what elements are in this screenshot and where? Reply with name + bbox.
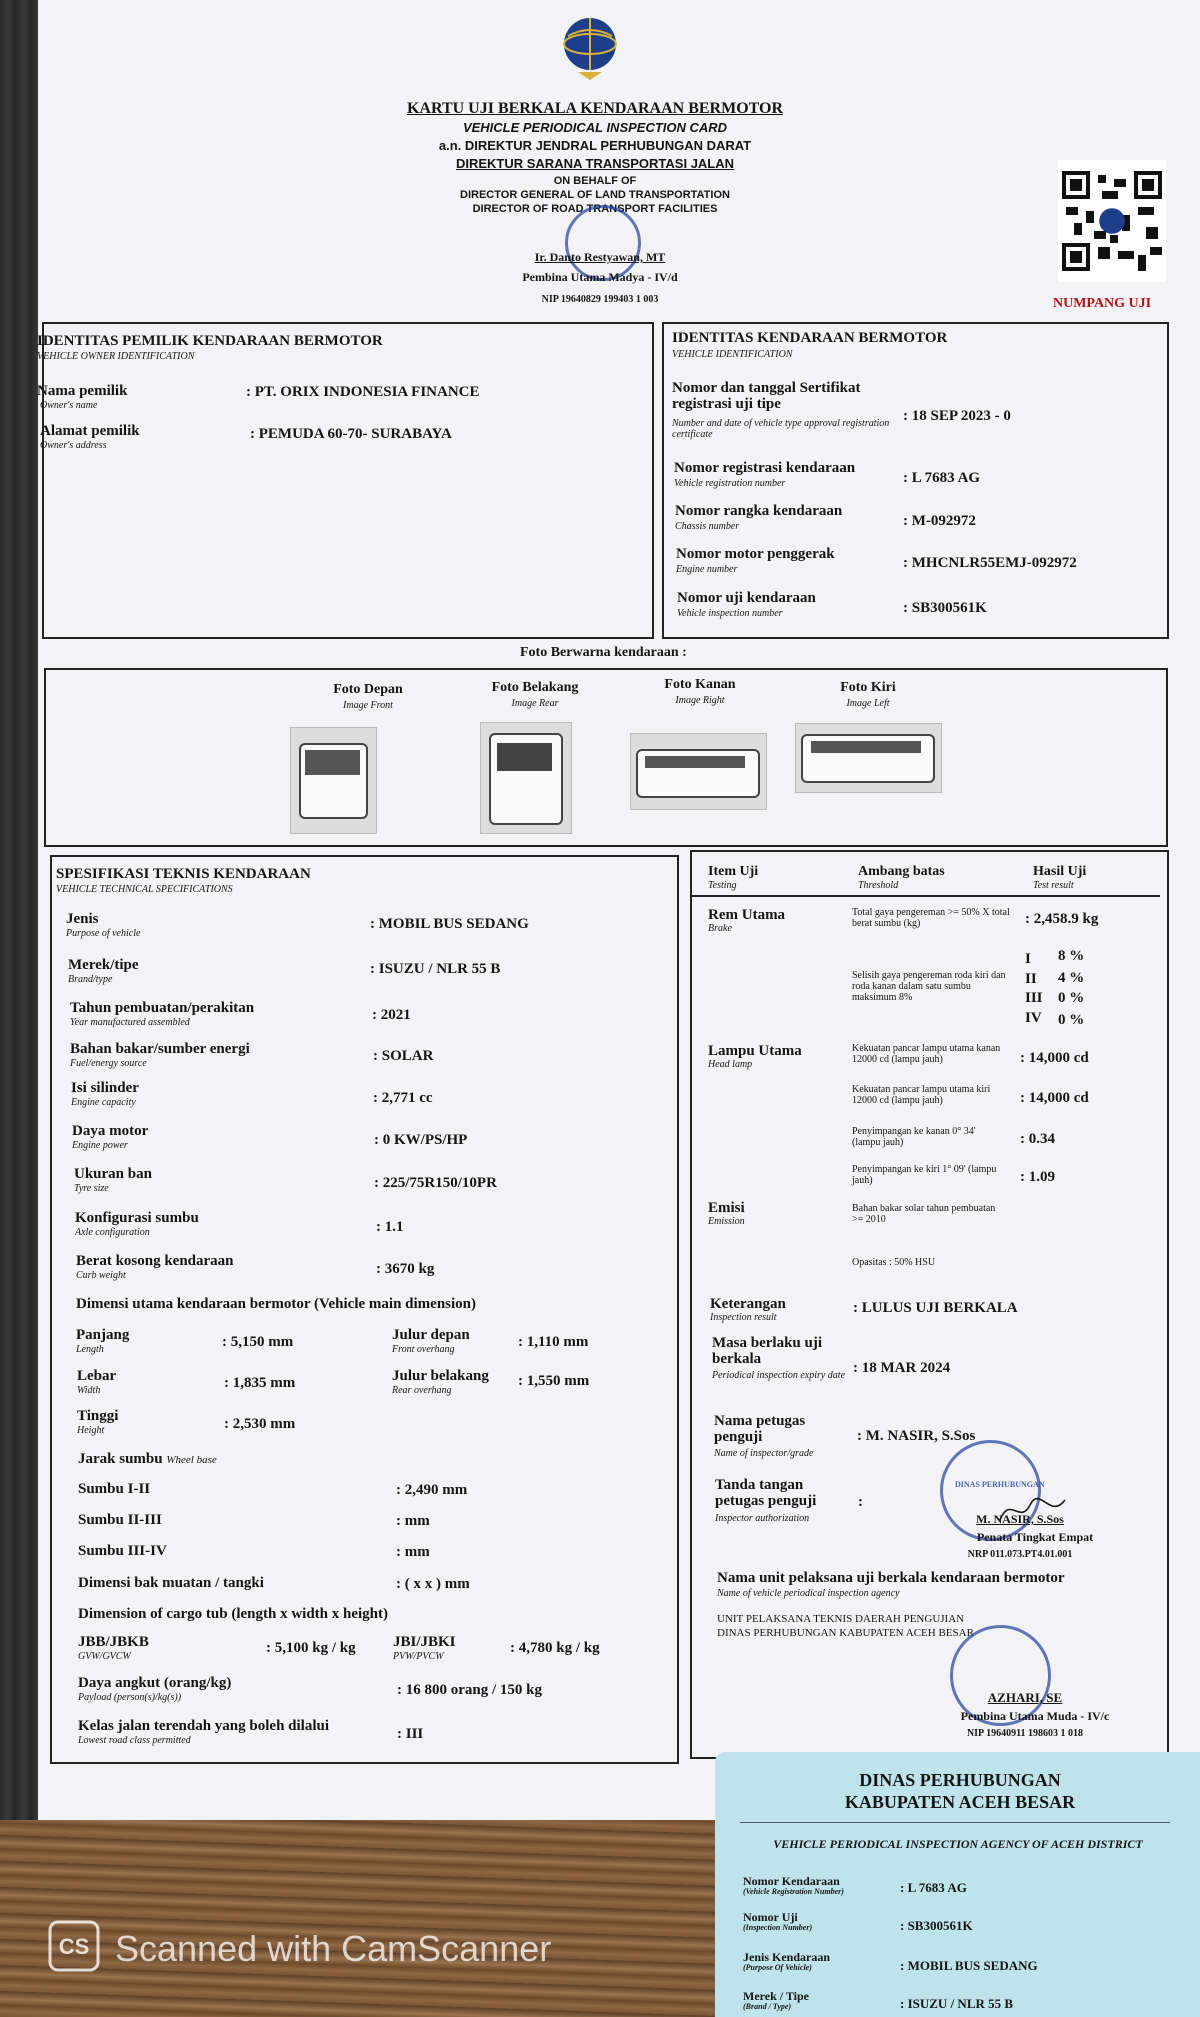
card-cover-title-2: KABUPATEN ACEH BESAR [844,1792,1076,1812]
spec-jbi-label: JBI/JBKI [393,1634,456,1650]
spec-front-overhang-label: Julur depan [392,1327,470,1343]
test-axle-4-label: IV [1025,1010,1042,1026]
spec-power-sub: Engine power [72,1140,128,1151]
spec-cc-value: : 2,771 cc [373,1090,433,1106]
test-deviation-right-value: : 0.34 [1020,1131,1055,1147]
card-inspection-value: : SB300561K [900,1918,973,1933]
spec-tyre-label: Ukuran ban [74,1166,152,1182]
card-purpose-value: : MOBIL BUS SEDANG [900,1958,1038,1973]
spec-axle-2-3-value: : mm [396,1513,430,1529]
spec-height-label: Tinggi [77,1408,119,1424]
spec-height-sub: Height [77,1425,105,1436]
photo-left-label: Foto Kiri [840,680,896,695]
camscanner-watermark: Scanned with CamScanner [115,1928,552,1969]
owner-name-value: : PT. ORIX INDONESIA FINANCE [246,384,480,400]
card-cover-title-1: DINAS PERHUBUNGAN [859,1770,1061,1790]
test-brake-label: Rem Utama [708,907,786,923]
signer-rank: Pembina Utama Madya - IV/d [522,270,678,284]
spec-power-label: Daya motor [72,1123,149,1139]
test-axle-1-label: I [1025,951,1031,967]
photo-rear-label: Foto Belakang [491,680,579,695]
test-col-threshold-sub: Threshold [858,880,899,891]
test-remarks-sub: Inspection result [710,1312,777,1323]
card-reg-value: : L 7683 AG [900,1880,967,1895]
vid-chassis-label: Nomor rangka kendaraan [675,503,843,519]
test-result-value: : LULUS UJI BERKALA [853,1300,1018,1316]
test-agency-label: Nama unit pelaksana uji berkala kendaraan bermotor [717,1570,1065,1586]
photo-front-sub: Image Front [343,700,393,711]
photo-right-label: Foto Kanan [664,677,736,692]
header-line-3: DIREKTUR SARANA TRANSPORTASI JALAN [455,156,735,171]
spec-jbb-label: JBB/JBKB [78,1634,149,1650]
spec-width-value: : 1,835 mm [224,1375,296,1391]
photo-left-sub: Image Left [846,698,890,709]
spec-jbi-value: : 4,780 kg / kg [510,1640,600,1656]
test-deviation-right-threshold: Penyimpangan ke kanan 0° 34' (lampu jauh) [852,1126,976,1148]
card-inspection-sub: (Inspection Number) [743,1923,813,1932]
owner-name-label: Nama pemilik [37,383,128,399]
vehicle-section-title: IDENTITAS KENDARAAN BERMOTOR [672,330,948,346]
vid-engine-label: Nomor motor penggerak [676,546,835,562]
card-purpose-label: Jenis Kendaraan [743,1950,831,1964]
test-signature-label: Tanda tangan petugas penguji [715,1477,817,1509]
spec-jbi-sub: PVW/PVCW [393,1651,444,1662]
photo-rear-sub: Image Rear [511,698,559,709]
photo-rear [480,722,572,834]
owner-identification-box [42,322,654,639]
vid-reg-label: Nomor registrasi kendaraan [674,460,856,476]
test-inspector-value: : M. NASIR, S.Sos [857,1428,976,1444]
spec-type-label: Jenis [66,911,99,927]
photo-right [630,733,767,810]
spec-axle-3-4-label: Sumbu III-IV [78,1543,167,1559]
spec-wheelbase-label-text: Jarak sumbu [78,1451,163,1467]
spec-weight-label: Berat kosong kendaraan [76,1253,234,1269]
test-col-item-sub: Testing [708,880,737,891]
vid-cert-value: : 18 SEP 2023 - 0 [903,408,1011,424]
vid-engine-sub: Engine number [676,564,738,575]
spec-type-value: : MOBIL BUS SEDANG [370,916,529,932]
spec-cc-label: Isi silinder [71,1080,139,1096]
spec-rear-overhang-sub: Rear overhang [392,1385,452,1396]
spec-payload-sub: Payload (person(s)/kg(s)) [78,1692,182,1703]
vid-inspection-label: Nomor uji kendaraan [677,590,816,606]
test-expiry-sub: Periodical inspection expiry date [712,1370,846,1381]
head-rank: Pembina Utama Muda - IV/c [960,1709,1110,1723]
header-line-5: DIRECTOR GENERAL OF LAND TRANSPORTATION [460,189,730,201]
test-headlamp-left-threshold: Kekuatan pancar lampu utama kiri 12000 cd (lampu jauh) [852,1084,991,1106]
spec-payload-value: : 16 800 orang / 150 kg [397,1682,543,1698]
spec-axle-label: Konfigurasi sumbu [75,1210,199,1226]
owner-name-sub: Owner's name [40,400,98,411]
test-brake-value: : 2,458.9 kg [1025,911,1099,927]
card-brand-value: : ISUZU / NLR 55 B [900,1996,1014,2011]
spec-road-class-sub: Lowest road class permitted [78,1735,191,1746]
spec-year-value: : 2021 [372,1007,411,1023]
owner-section-title: IDENTITAS PEMILIK KENDARAAN BERMOTOR [37,333,383,349]
spec-cargo-label: Dimensi bak muatan / tangki [78,1575,264,1591]
spec-fuel-value: : SOLAR [373,1048,434,1064]
svg-text:CS: CS [58,1934,90,1959]
test-headlamp-right-value: : 14,000 cd [1020,1050,1089,1066]
owner-section-sub: VEHICLE OWNER IDENTIFICATION [37,351,195,362]
spec-section-sub: VEHICLE TECHNICAL SPECIFICATIONS [56,884,233,895]
spec-axle-1-2-value: : 2,490 mm [396,1482,468,1498]
card-purpose-sub: (Purpose Of Vehicle) [743,1963,812,1972]
spec-wheelbase-sub: Wheel base [166,1454,217,1466]
spec-power-value: : 0 KW/PS/HP [374,1132,468,1148]
vehicle-section-sub: VEHICLE IDENTIFICATION [672,349,793,360]
test-header-divider [690,895,1160,897]
spec-axle-1-2-label: Sumbu I-II [78,1481,151,1497]
camscanner-logo-icon [48,1920,100,1972]
test-expiry-label: Masa berlaku uji berkala [712,1335,823,1367]
test-axle-2-label: II [1025,971,1037,987]
test-emission-threshold: Bahan bakar solar tahun pembuatan >= 2010 [852,1203,996,1225]
spec-year-sub: Year manufactured assembled [70,1017,190,1028]
signer-name: Ir. Danto Restyawan, MT [534,250,666,264]
card-cover-subtitle: VEHICLE PERIODICAL INSPECTION AGENCY OF ACEH DISTRICT [773,1837,1143,1851]
test-headlamp-label: Lampu Utama [708,1043,802,1059]
spec-fuel-sub: Fuel/energy source [70,1058,147,1069]
card-brand-label: Merek / Tipe [743,1989,809,2003]
header-line-4: ON BEHALF OF [553,175,637,187]
spec-brand-sub: Brand/type [68,974,113,985]
spec-length-value: : 5,150 mm [222,1334,294,1350]
spec-front-overhang-sub: Front overhang [392,1344,455,1355]
photos-title: Foto Berwarna kendaraan : [520,645,687,660]
vid-chassis-sub: Chassis number [675,521,740,532]
vid-cert-sub: Number and date of vehicle type approval registration certificate [672,418,890,440]
card-title-en: VEHICLE PERIODICAL INSPECTION CARD [462,120,728,135]
signer-nip: NIP 19640829 199403 1 003 [541,294,659,305]
spec-road-class-value: : III [397,1726,424,1742]
inspector-nrp: NRP 011.073.PT4.01.001 [967,1549,1073,1560]
spec-dimension-title: Dimensi utama kendaraan bermotor (Vehicle main dimension) [76,1296,477,1312]
spec-section-title: SPESIFIKASI TEKNIS KENDARAAN [56,866,311,882]
vid-engine-value: : MHCNLR55EMJ-092972 [903,555,1077,571]
ministry-emblem-icon [560,12,620,82]
test-brake-diff-threshold: Selisih gaya pengereman roda kiri dan roda kanan dalam satu sumbu maksimum 8% [852,970,1006,1003]
vid-inspection-value: : SB300561K [903,600,987,616]
photo-front-label: Foto Depan [333,682,403,697]
spec-road-class-label: Kelas jalan terendah yang boleh dilalui [78,1718,330,1734]
header-line-2: a.n. DIREKTUR JENDRAL PERHUBUNGAN DARAT [438,138,752,153]
head-nip: NIP 19640911 198603 1 018 [966,1728,1084,1739]
spec-axle-3-4-value: : mm [396,1544,430,1560]
owner-address-sub: Owner's address [40,440,107,451]
test-brake-threshold: Total gaya pengereman >= 50% X total berat sumbu (kg) [852,907,1010,929]
test-col-item-label: Item Uji [708,864,759,879]
spec-jbb-sub: GVW/GVCW [78,1651,131,1662]
test-col-threshold-label: Ambang batas [858,864,945,879]
vid-reg-sub: Vehicle registration number [674,478,786,489]
test-axle-3-value: 0 % [1058,990,1085,1006]
test-deviation-left-value: : 1.09 [1020,1169,1055,1185]
vid-reg-value: : L 7683 AG [903,470,981,486]
test-axle-2-value: 4 % [1058,970,1085,986]
spec-payload-label: Daya angkut (orang/kg) [78,1675,232,1691]
test-axle-1-value: 8 % [1058,948,1085,964]
test-headlamp-right-threshold: Kekuatan pancar lampu utama kanan 12000 cd (lampu jauh) [852,1043,1001,1065]
photo-right-sub: Image Right [675,695,725,706]
inspector-name: M. NASIR, S.Sos [976,1512,1064,1526]
inspector-stamp-text: DINAS PERHUBUNGAN [955,1480,1045,1489]
owner-address-value: : PEMUDA 60-70- SURABAYA [250,426,452,442]
test-inspector-sub: Name of inspector/grade [714,1448,814,1459]
spec-wheelbase-label [78,1451,217,1468]
vid-chassis-value: : M-092972 [903,513,976,529]
spec-type-sub: Purpose of vehicle [66,928,141,939]
test-opacity-threshold: Opasitas : 50% HSU [852,1257,936,1268]
card-inspection-label: Nomor Uji [743,1910,798,1924]
test-expiry-value: : 18 MAR 2024 [853,1360,951,1376]
card-reg-label: Nomor Kendaraan [743,1874,840,1888]
spec-year-label: Tahun pembuatan/perakitan [70,1000,255,1016]
owner-address-label: Alamat pemilik [40,423,140,439]
spec-tyre-sub: Tyre size [74,1183,109,1194]
spec-width-sub: Width [77,1385,101,1396]
qr-code [1058,160,1166,282]
spec-length-sub: Length [76,1344,104,1355]
spec-axle-value: : 1.1 [376,1219,404,1235]
test-headlamp-sub: Head lamp [708,1059,753,1070]
spec-height-value: : 2,530 mm [224,1416,296,1432]
header-line-6: DIRECTOR OF ROAD TRANSPORT FACILITIES [472,203,718,215]
spec-rear-overhang-label: Julur belakang [392,1368,489,1384]
test-deviation-left-threshold: Penyimpangan ke kiri 1° 09' (lampu jauh) [852,1164,997,1186]
test-agency-value-1: UNIT PELAKSANA TEKNIS DAERAH PENGUJIAN [717,1613,965,1625]
test-emission-label: Emisi [708,1200,745,1216]
spec-axle-sub: Axle configuration [75,1227,150,1238]
photo-left [795,723,942,793]
inspector-rank: Penata Tingkat Empat [976,1530,1094,1544]
spec-tyre-value: : 225/75R150/10PR [374,1175,497,1191]
photos-box [44,668,1168,847]
test-col-result-sub: Test result [1033,880,1074,891]
test-inspector-label: Nama petugas penguji [714,1413,806,1445]
spec-width-label: Lebar [77,1368,117,1384]
test-signature-colon: : [858,1494,863,1510]
test-brake-sub: Brake [708,923,732,934]
numpang-uji-label: NUMPANG UJI [1053,296,1152,311]
card-cover-divider [740,1822,1170,1823]
spec-rear-overhang-value: : 1,550 mm [518,1373,590,1389]
spec-weight-value: : 3670 kg [376,1261,435,1277]
photo-front [290,727,377,834]
test-axle-3-label: III [1025,990,1043,1006]
spec-brand-value: : ISUZU / NLR 55 B [370,961,501,977]
spec-axle-2-3-label: Sumbu II-III [78,1512,162,1528]
card-reg-sub: (Vehicle Registration Number) [743,1887,844,1896]
vid-cert-label: Nomor dan tanggal Sertifikat registrasi uji tipe [672,380,861,412]
card-brand-sub: (Brand / Type) [743,2002,792,2011]
spec-cargo-dimension-label: Dimension of cargo tub (length x width x height) [78,1606,389,1622]
test-agency-value-2: DINAS PERHUBUNGAN KABUPATEN ACEH BESAR [717,1627,974,1639]
spec-cc-sub: Engine capacity [71,1097,136,1108]
vid-inspection-sub: Vehicle inspection number [677,608,783,619]
spec-cargo-value: : ( x x ) mm [396,1576,470,1592]
spec-length-label: Panjang [76,1327,130,1343]
test-headlamp-left-value: : 14,000 cd [1020,1090,1089,1106]
spec-weight-sub: Curb weight [76,1270,126,1281]
test-agency-sub: Name of vehicle periodical inspection agency [717,1588,900,1599]
test-axle-4-value: 0 % [1058,1012,1085,1028]
head-name: AZHARI, SE [987,1690,1063,1705]
test-remarks-label: Keterangan [710,1296,786,1312]
test-signature-sub: Inspector authorization [715,1513,810,1524]
spec-front-overhang-value: : 1,110 mm [518,1334,589,1350]
spec-fuel-label: Bahan bakar/sumber energi [70,1041,250,1057]
card-title: KARTU UJI BERKALA KENDARAAN BERMOTOR [406,100,784,117]
test-col-result-label: Hasil Uji [1033,864,1087,879]
test-emission-sub: Emission [708,1216,745,1227]
spec-jbb-value: : 5,100 kg / kg [266,1640,356,1656]
spec-brand-label: Merek/tipe [68,957,139,973]
